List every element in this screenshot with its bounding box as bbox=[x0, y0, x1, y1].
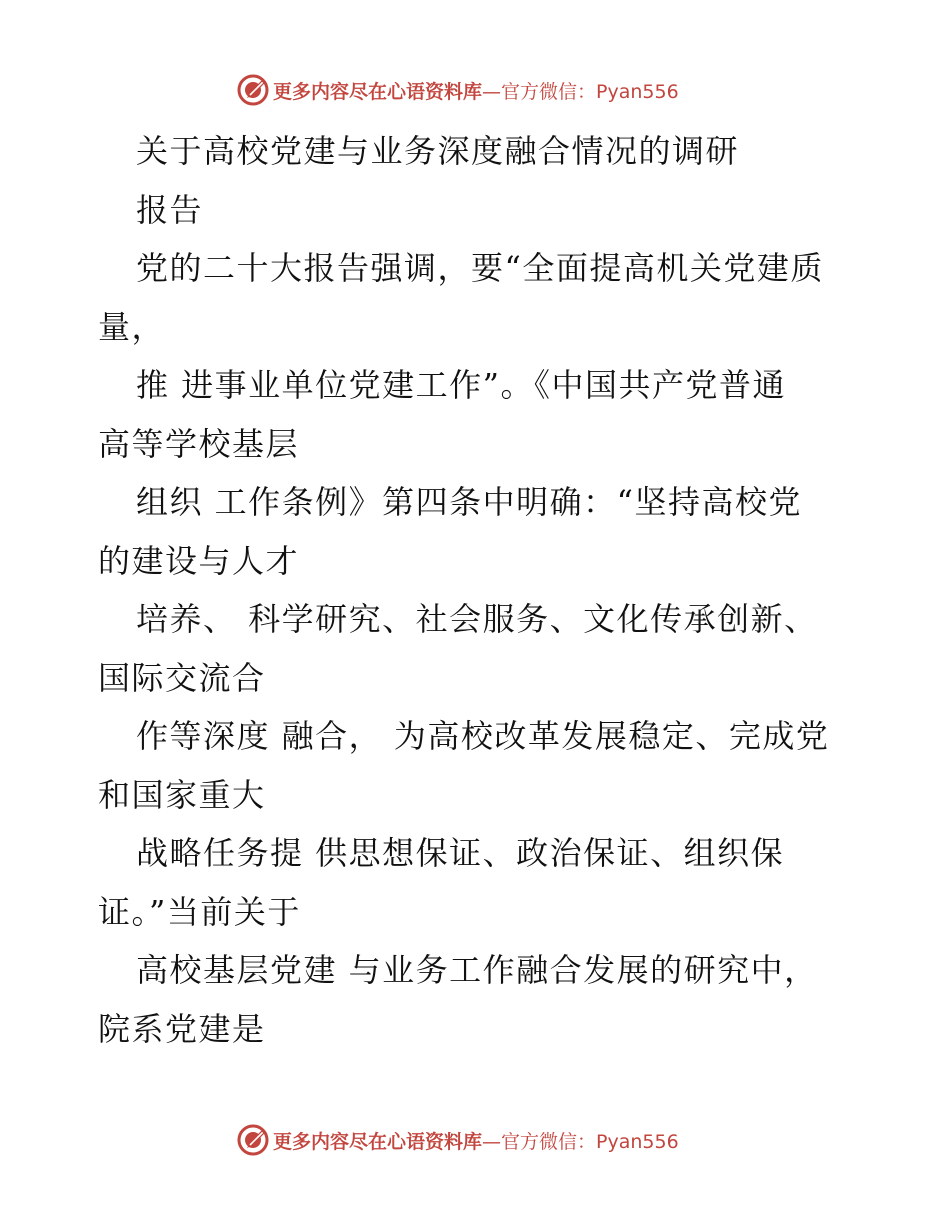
banner-main-text: 更多内容尽在心语资料库 bbox=[273, 1130, 483, 1153]
banner-dash: — bbox=[482, 1130, 502, 1153]
paragraph-line: 培养、 科学研究、社会服务、文化传承创新、 bbox=[136, 600, 818, 638]
banner-wechat-text: 官方微信：Pyan556 bbox=[501, 80, 679, 103]
paragraph-line: 证。”当前关于 bbox=[98, 892, 301, 931]
title-line-1: 关于高校党建与业务深度融合情况的调研 bbox=[136, 132, 740, 170]
banner-main-text: 更多内容尽在心语资料库 bbox=[273, 80, 483, 103]
header-banner bbox=[236, 72, 679, 108]
paragraph-line: 高等学校基层 bbox=[98, 424, 300, 463]
paragraph-line: 院系党建是 bbox=[98, 1009, 266, 1048]
banner-dash: — bbox=[482, 80, 502, 103]
paragraph-line: 的建设与人才 bbox=[98, 541, 300, 580]
banner-wechat-text: 官方微信：Pyan556 bbox=[501, 1130, 679, 1153]
paragraph-line: 量， bbox=[98, 307, 166, 346]
paragraph-line: 战略任务提 供思想保证、政治保证、组织保 bbox=[136, 834, 785, 872]
banner-text bbox=[273, 77, 679, 104]
paragraph-line: 高校基层党建 与业务工作融合发展的研究中， bbox=[136, 951, 818, 989]
ink-pen-logo-icon bbox=[236, 73, 270, 107]
document-body bbox=[98, 122, 878, 1058]
paragraph-line: 作等深度 融合， 为高校改革发展稳定、完成党 bbox=[136, 717, 830, 755]
paragraph-line: 党的二十大报告强调，要“全面提高机关党建质 bbox=[136, 249, 824, 287]
banner-text bbox=[273, 1127, 679, 1154]
paragraph-line: 推 进事业单位党建工作”。《中国共产党普通 bbox=[136, 366, 787, 404]
title-line-2: 报告 bbox=[136, 190, 204, 229]
footer-banner bbox=[236, 1122, 679, 1158]
ink-pen-logo-icon bbox=[236, 1123, 270, 1157]
paragraph-line: 国际交流合 bbox=[98, 658, 266, 697]
paragraph-line: 和国家重大 bbox=[98, 775, 266, 814]
paragraph-line: 组织 工作条例》第四条中明确：“坚持高校党 bbox=[136, 483, 803, 521]
